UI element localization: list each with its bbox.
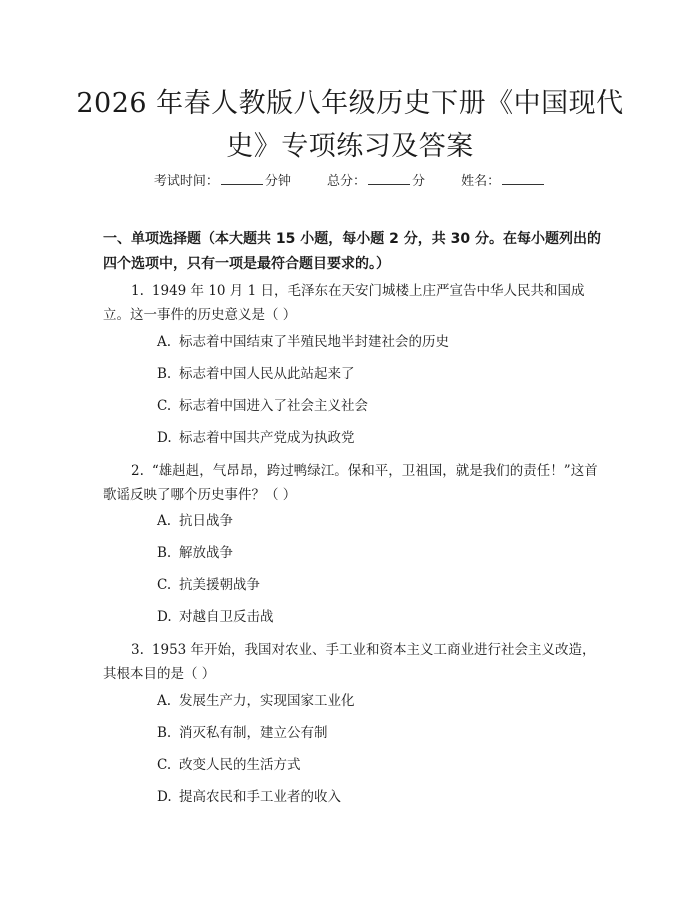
document-title — [60, 82, 640, 168]
title-line-2: 史》专项练习及答案 — [226, 131, 474, 162]
option-1d[interactable] — [157, 428, 355, 448]
option-label: B. — [157, 366, 172, 382]
option-label: B. — [157, 725, 172, 741]
option-text: 提高农民和手工业者的收入 — [179, 789, 341, 805]
section-heading: 一、单项选择题（本大题共 15 小题，每小题 2 分，共 30 分。在每小题列出的四个选项中，只有一项是最符合题目要求的。） — [103, 231, 601, 272]
option-text: 标志着中国进入了社会主义社会 — [179, 398, 368, 414]
exam-time-label: 考试时间： — [153, 174, 219, 189]
option-1a[interactable] — [157, 332, 449, 352]
option-3c[interactable] — [157, 755, 301, 775]
option-text: 发展生产力，实现国家工业化 — [179, 693, 355, 709]
option-text: 对越自卫反击战 — [179, 609, 274, 625]
option-2d[interactable] — [157, 607, 274, 627]
option-3a[interactable] — [157, 691, 355, 711]
student-name-field — [461, 170, 546, 189]
exam-time-field — [154, 170, 291, 189]
option-text: 标志着中国共产党成为执政党 — [179, 430, 355, 446]
student-name-label: 姓名： — [461, 174, 501, 189]
question-stem: 1949 年 10 月 1 日，毛泽东在天安门城楼上庄严宣告中华人民共和国成立。这一事件的历史意义是（ ） — [103, 283, 585, 323]
option-text: 改变人民的生活方式 — [179, 757, 301, 773]
option-1b[interactable] — [157, 364, 355, 384]
question-number: 3. — [131, 642, 144, 658]
option-3b[interactable] — [157, 723, 328, 743]
question-3 — [103, 638, 603, 686]
option-label: A. — [157, 334, 172, 350]
option-text: 标志着中国结束了半殖民地半封建社会的历史 — [179, 334, 449, 350]
student-name-blank[interactable] — [502, 173, 544, 185]
option-label: C. — [157, 757, 172, 773]
option-label: B. — [157, 545, 172, 561]
option-label: D. — [157, 430, 172, 446]
option-label: C. — [157, 577, 172, 593]
question-2 — [103, 459, 603, 507]
option-label: A. — [157, 693, 172, 709]
option-text: 解放战争 — [179, 545, 233, 561]
option-text: 标志着中国人民从此站起来了 — [179, 366, 355, 382]
total-score-blank[interactable] — [368, 173, 410, 185]
total-score-label: 总分： — [326, 174, 366, 189]
option-text: 消灭私有制，建立公有制 — [179, 725, 328, 741]
option-label: D. — [157, 609, 172, 625]
option-label: A. — [157, 513, 172, 529]
option-2c[interactable] — [157, 575, 260, 595]
question-stem: “雄赳赳，气昂昂，跨过鸭绿江。保和平，卫祖国，就是我们的责任！”这首歌谣反映了哪个历史事件？（ ） — [103, 463, 598, 503]
option-2a[interactable] — [157, 511, 233, 531]
exam-time-unit: 分钟 — [264, 174, 291, 189]
option-label: C. — [157, 398, 172, 414]
question-stem: 1953 年开始，我国对农业、手工业和资本主义工商业进行社会主义改造，其根本目的是（ ） — [103, 642, 596, 682]
total-score-unit: 分 — [412, 174, 426, 189]
question-number: 2. — [131, 463, 144, 479]
question-number: 1. — [131, 283, 144, 299]
question-1 — [103, 279, 603, 327]
title-line-1: 2026 年春人教版八年级历史下册《中国现代 — [76, 88, 624, 119]
option-text: 抗美援朝战争 — [179, 577, 260, 593]
exam-info-row — [0, 170, 700, 189]
option-label: D. — [157, 789, 172, 805]
option-2b[interactable] — [157, 543, 233, 563]
exam-time-blank[interactable] — [221, 173, 263, 185]
option-text: 抗日战争 — [179, 513, 233, 529]
option-3d[interactable] — [157, 787, 341, 807]
option-1c[interactable] — [157, 396, 368, 416]
total-score-field — [327, 170, 425, 189]
